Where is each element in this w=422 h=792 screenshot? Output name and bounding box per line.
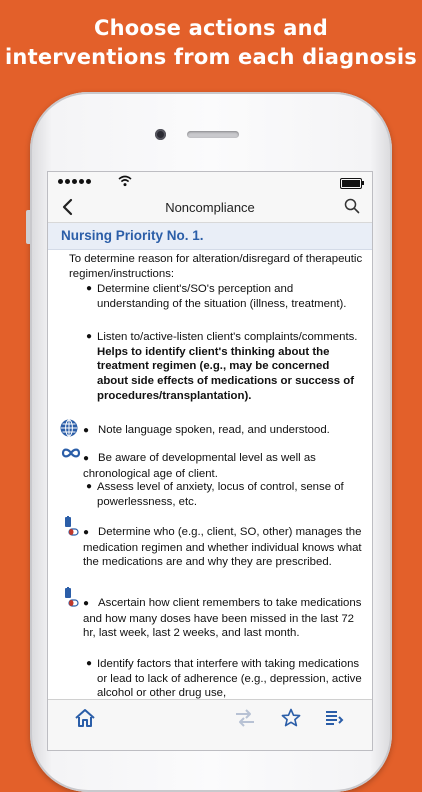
status-bar bbox=[48, 172, 372, 192]
list-icon[interactable] bbox=[324, 708, 344, 728]
search-icon[interactable] bbox=[344, 198, 360, 214]
infinity-icon bbox=[61, 448, 81, 458]
list-item: ● Listen to/active-listen client's complaints/comments. Helps to identify client's thinking about the treatment regimen (e.g., may be concerned about side effects of medications or success of procedures/transplantation). bbox=[86, 331, 358, 402]
star-icon[interactable] bbox=[281, 708, 301, 728]
camera-icon bbox=[155, 129, 166, 140]
nav-bar bbox=[48, 192, 372, 223]
app-screen bbox=[48, 172, 372, 750]
headline-line-2: interventions from each diagnosis bbox=[5, 45, 417, 69]
tab-bar bbox=[48, 699, 372, 750]
list-item: ● Identify factors that interfere with taking medications or lead to lack of adherence (e.g., depression, active alcohol or other drug use, bbox=[86, 658, 362, 700]
headline bbox=[0, 14, 422, 72]
intro-text: To determine reason for alteration/disregard of therapeutic regimen/instructions: bbox=[69, 253, 363, 280]
speaker-grille bbox=[187, 131, 239, 138]
battery-icon bbox=[340, 178, 362, 189]
list-item: ● Ascertain how client remembers to take medications and how many doses have been missed in the last 72 hr, last week, last 2 weeks, and last month. bbox=[83, 597, 362, 640]
list-item: ● Note language spoken, read, and understood. bbox=[83, 424, 330, 436]
list-item: ● Assess level of anxiety, locus of control, sense of powerlessness, etc. bbox=[86, 481, 344, 508]
syringe-pill-icon bbox=[61, 587, 79, 607]
home-icon[interactable] bbox=[74, 708, 96, 728]
nav-title: Noncompliance bbox=[165, 200, 255, 215]
signal-icon bbox=[58, 179, 91, 184]
list-item: ● Determine who (e.g., client, SO, other) manages the medication regimen and whether individual knows what the medications are and why they are prescribed. bbox=[83, 526, 362, 569]
back-chevron-icon[interactable] bbox=[60, 198, 74, 216]
globe-icon bbox=[60, 419, 78, 437]
list-item: ● Determine client's/SO's perception and understanding of the situation (illness, treatment). bbox=[86, 283, 347, 310]
list-item: ● Be aware of developmental level as well as chronological age of client. bbox=[83, 452, 316, 480]
syringe-pill-icon bbox=[61, 516, 79, 536]
section-header bbox=[48, 223, 372, 250]
swap-icon[interactable] bbox=[234, 709, 256, 727]
content-body bbox=[48, 252, 372, 700]
headline-line-1: Choose actions and bbox=[93, 16, 329, 40]
section-title: Nursing Priority No. 1. bbox=[61, 228, 204, 243]
wifi-icon bbox=[118, 175, 132, 187]
